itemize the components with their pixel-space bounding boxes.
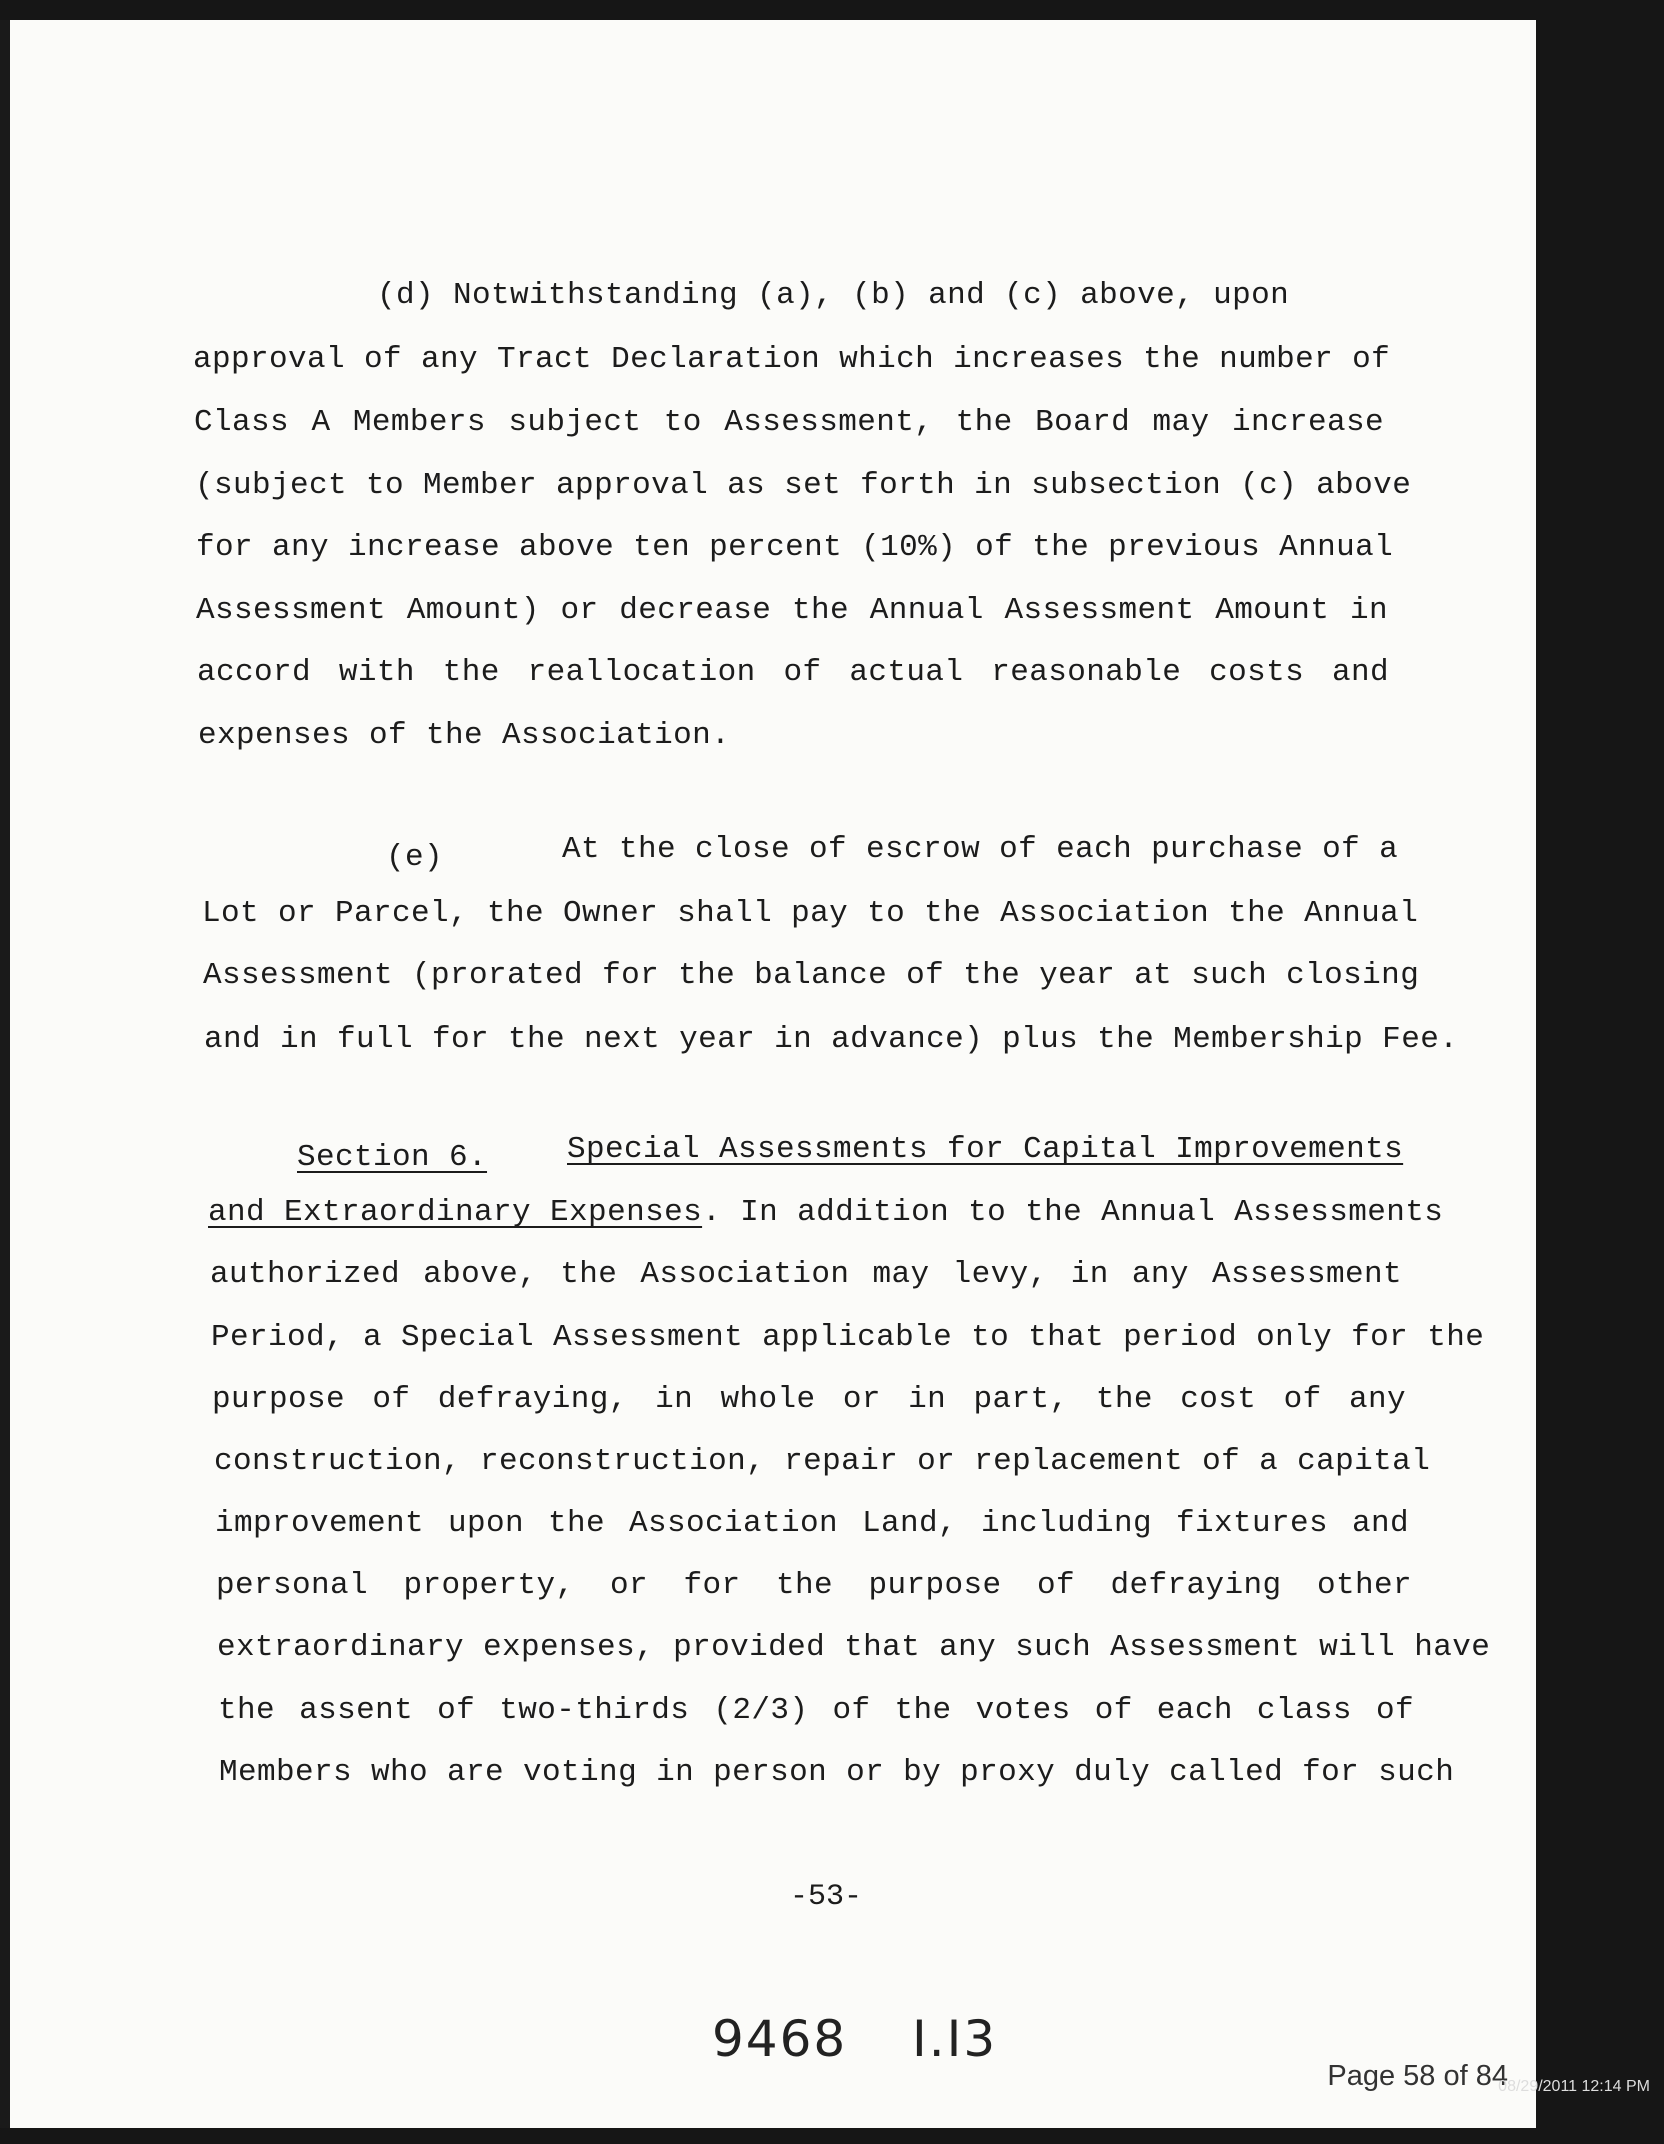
section-6-line-7: personal property, or for the purpose of defraying other: [216, 1568, 1412, 1603]
para-e-line-1: At the close of escrow of each purchase of a: [562, 832, 1399, 867]
para-e-line-3: Assessment (prorated for the balance of the year at such closing: [203, 958, 1420, 993]
stamp-number-left: 9468: [712, 2010, 848, 2068]
section-6-line-8: extraordinary expenses, provided that any such Assessment will have: [217, 1630, 1491, 1665]
para-d-line-1: (d) Notwithstanding (a), (b) and (c) above, upon: [377, 278, 1290, 313]
section-6-line-5: construction, reconstruction, repair or replacement of a capital: [214, 1444, 1431, 1479]
section-6-line-4: purpose of defraying, in whole or in part, the cost of any: [212, 1382, 1406, 1417]
section-6-line-9: the assent of two-thirds (2/3) of the votes of each class of: [218, 1693, 1414, 1728]
para-e-label: (e): [386, 840, 444, 875]
scan-border-top: [0, 0, 1664, 20]
section-6-line-3: Period, a Special Assessment applicable to that period only for the: [211, 1320, 1485, 1355]
scan-border-right: [1536, 0, 1664, 2144]
para-d-line-5: for any increase above ten percent (10%) of the previous Annual: [196, 530, 1394, 565]
para-e-line-2: Lot or Parcel, the Owner shall pay to the Association the Annual: [202, 896, 1419, 931]
section-6-line-10: Members who are voting in person or by proxy duly called for such: [219, 1755, 1455, 1790]
section-6-label: Section 6.: [297, 1140, 488, 1175]
section-6-title-line-2: and Extraordinary Expenses: [208, 1195, 703, 1230]
para-d-line-7: accord with the reallocation of actual reasonable costs and: [197, 655, 1389, 690]
document-page: [10, 20, 1536, 2128]
para-e-line-4: and in full for the next year in advance) plus the Membership Fee.: [204, 1022, 1459, 1057]
stamp-number-right: I.I3: [912, 2010, 998, 2068]
para-d-line-8: expenses of the Association.: [198, 718, 731, 753]
section-6-line-1: [208, 1195, 1443, 1230]
section-6-title-line-1: Special Assessments for Capital Improvements: [567, 1132, 1404, 1167]
scan-border-bottom: [0, 2128, 1664, 2144]
section-6-line-1-text: . In addition to the Annual Assessments: [702, 1195, 1444, 1230]
para-d-line-2: approval of any Tract Declaration which increases the number of: [193, 342, 1391, 377]
section-6-line-2: authorized above, the Association may levy, in any Assessment: [210, 1257, 1402, 1292]
para-d-line-3: Class A Members subject to Assessment, the Board may increase: [194, 405, 1384, 440]
para-d-line-4: (subject to Member approval as set forth in subsection (c) above: [195, 468, 1412, 503]
page-count-label: Page 58 of 84: [1327, 2060, 1508, 2092]
section-6-line-6: improvement upon the Association Land, including fixtures and: [215, 1506, 1409, 1541]
page-number: -53-: [790, 1880, 863, 1914]
para-d-line-6: Assessment Amount) or decrease the Annual Assessment Amount in: [196, 593, 1388, 628]
fax-timestamp: 08/29/2011 12:14 PM: [1498, 2078, 1650, 2095]
